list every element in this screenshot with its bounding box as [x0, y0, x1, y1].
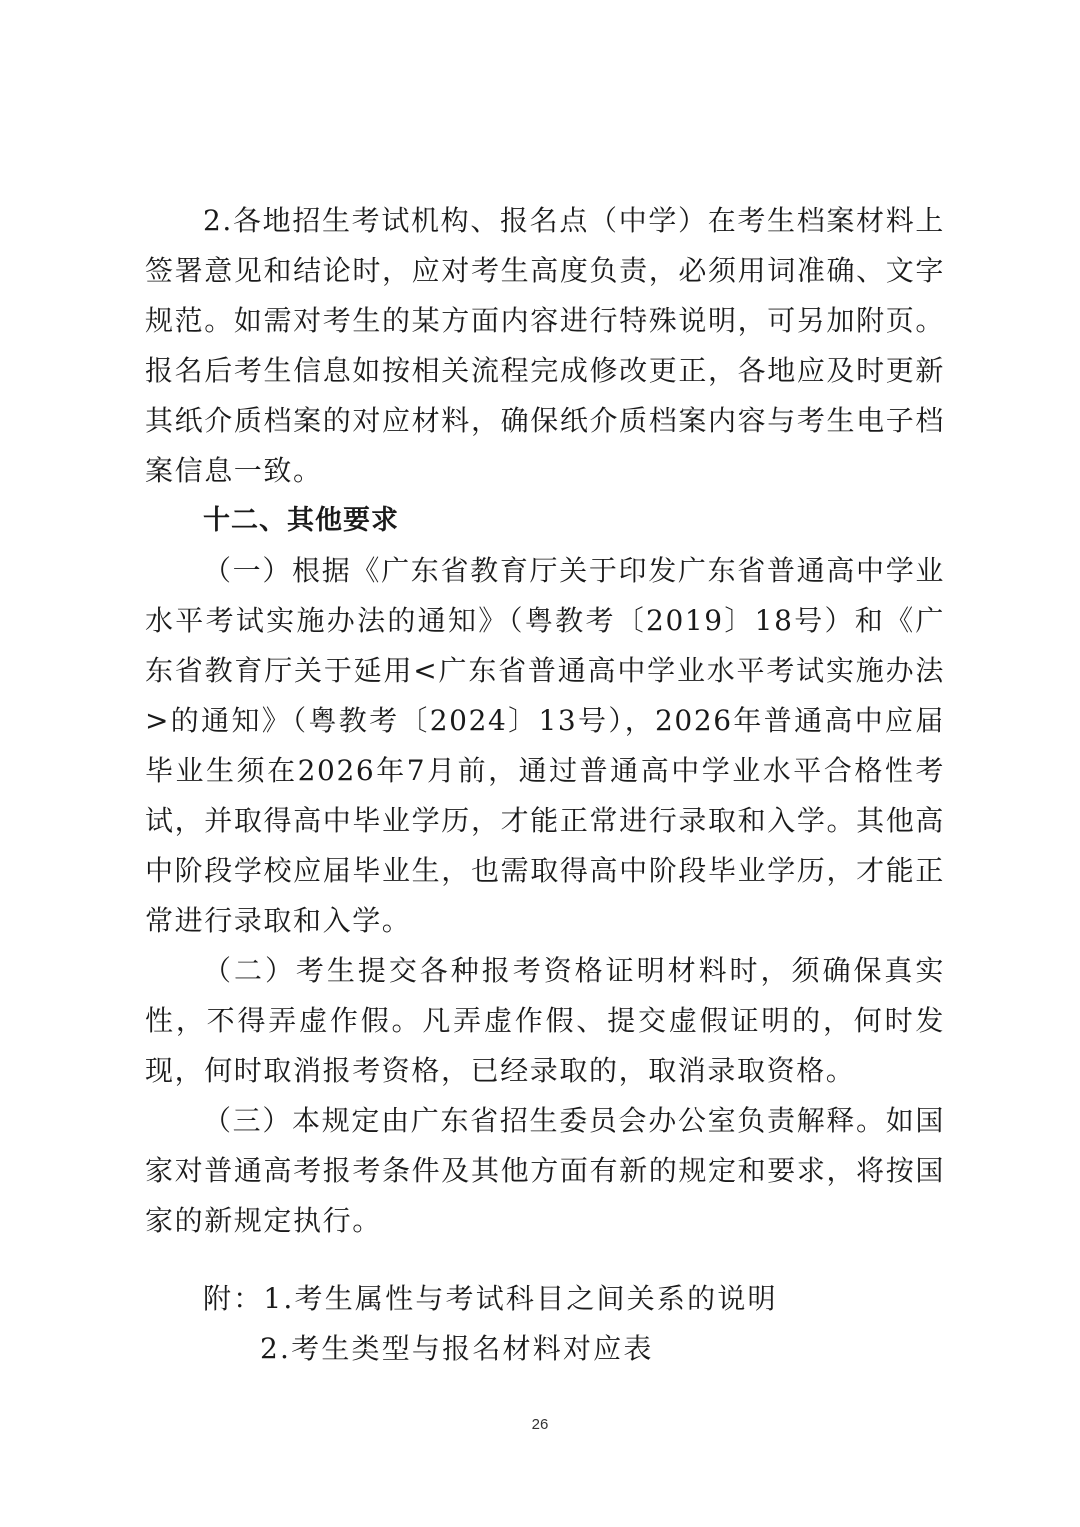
attachments-label: 附：	[203, 1282, 264, 1315]
attachments-list	[145, 1274, 945, 1374]
attachment-title-1: 1.考生属性与考试科目之间关系的说明	[263, 1282, 778, 1315]
attachment-item-2	[145, 1324, 945, 1374]
requirement-item-2: （二）考生提交各种报考资格证明材料时，须确保真实性，不得弄虚作假。凡弄虚作假、提交虚假证明的，何时发现，何时取消报考资格，已经录取的，取消录取资格。	[145, 954, 945, 1087]
paragraph-archive-materials: 2.各地招生考试机构、报名点（中学）在考生档案材料上签署意见和结论时，应对考生高度负责，必须用词准确、文字规范。如需对考生的某方面内容进行特殊说明，可另加附页。报名后考生信息如按相关流程完成修改更正，各地应及时更新其纸介质档案的对应材料，确保纸介质档案内容与考生电子档案信息一致。	[145, 204, 945, 487]
requirement-item-1: （一）根据《广东省教育厅关于印发广东省普通高中学业水平考试实施办法的通知》（粤教考〔2019〕18号）和《广东省教育厅关于延用<广东省普通高中学业水平考试实施办法>的通知》（粤教考〔2024〕13号），2026年普通高中应届毕业生须在2026年7月前，通过普通高中学业水平合格性考试，并取得高中毕业学历，才能正常进行录取和入学。其他高中阶段学校应届毕业生，也需取得高中阶段毕业学历，才能正常进行录取和入学。	[145, 554, 945, 937]
page-content	[145, 196, 945, 1374]
requirement-item-3: （三）本规定由广东省招生委员会办公室负责解释。如国家对普通高考报考条件及其他方面有新的规定和要求，将按国家的新规定执行。	[145, 1104, 945, 1237]
section-heading: 十二、其他要求	[203, 505, 399, 536]
attachment-title-2: 2.考生类型与报名材料对应表	[260, 1332, 654, 1365]
page-number: 26	[531, 1416, 549, 1433]
attachment-item-1	[145, 1274, 945, 1324]
